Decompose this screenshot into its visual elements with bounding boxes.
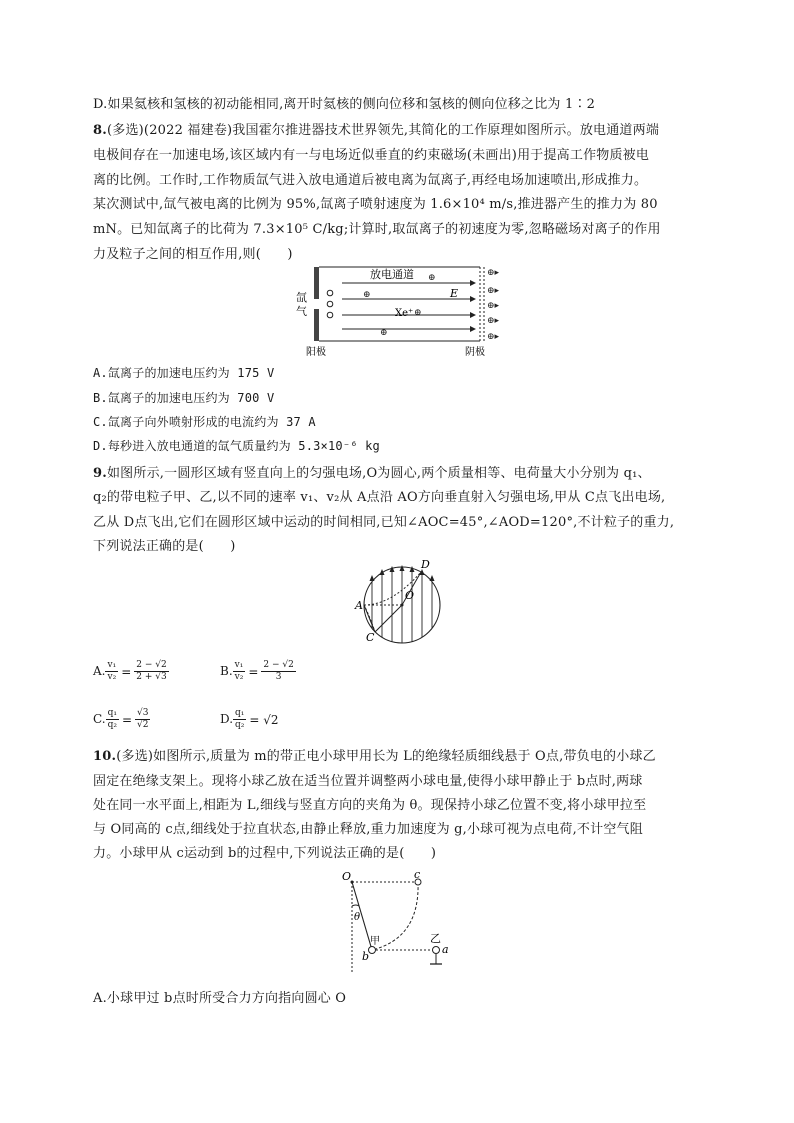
fraction-num: q₁ [235, 708, 245, 718]
q9-line-4: 下列说法正确的是( ) [93, 539, 236, 554]
fraction-den: √2 [137, 720, 149, 730]
q7-option-d: D.如果氦核和氢核的初动能相同,离开时氦核的侧向位移和氢核的侧向位移之比为 1∶2 [93, 97, 596, 112]
cathode-label: 阴极 [465, 347, 485, 358]
q8-line-6: 力及粒子之间的相互作用,则( ) [93, 247, 293, 262]
ball-jia [369, 947, 376, 954]
line-oc [375, 605, 402, 632]
value-fraction [134, 660, 168, 683]
ion-symbol: ⊕▸ [487, 332, 500, 342]
fraction-den: v₂ [234, 672, 244, 682]
ratio-fraction [106, 708, 119, 731]
option-prefix: D. [220, 712, 234, 726]
q9-line-3: 乙从 D点飞出,它们在圆形区域中运动的时间相同,已知∠AOC=45°,∠AOD=120°,不计粒子的重力, [93, 515, 675, 530]
ions-exhausted [487, 268, 500, 342]
ratio-fraction [233, 708, 246, 731]
equals-sign: = √2 [249, 712, 279, 727]
q9-line-1 [93, 465, 651, 482]
option-prefix: A. [93, 664, 106, 678]
q8-stem-1: (多选)(2022 福建卷)我国霍尔推进器技术世界领先,其简化的工作原理如图所示。放电通道两端 [106, 123, 660, 138]
label-theta: θ [354, 912, 361, 923]
q9-circle-figure [352, 557, 462, 657]
equals-sign: = [121, 712, 133, 727]
q8-line-4: 某次测试中,氙气被电离的比例为 95%,氙离子喷射速度为 1.6×10⁴ m/s,推进器产生的推力为 80 [93, 197, 658, 212]
q8-option-d: D.每秒进入放电通道的氙气质量约为 5.3×10⁻⁶ kg [93, 439, 380, 453]
q8-line-3: 离的比例。工作时,工作物质氙气进入放电通道后被电离为氙离子,再经电场加速喷出,形成推力。 [93, 173, 648, 188]
ratio-fraction [233, 660, 246, 683]
q10-pendulum-figure [340, 868, 480, 978]
q8-number: 8. [93, 123, 107, 138]
gas-label-bottom: 气 [296, 305, 307, 318]
ion-symbol: ⊕▸ [487, 286, 500, 296]
q9-option-a [93, 660, 169, 683]
center-point [401, 604, 404, 607]
q10-line-5: 力。小球甲从 c运动到 b的过程中,下列说法正确的是( ) [93, 846, 437, 861]
label-d: D [421, 558, 430, 571]
option-prefix: B. [220, 664, 233, 678]
label-c: c [414, 868, 421, 881]
q10-line-4: 与 O同高的 c点,细线处于拉直状态,由静止释放,重力加速度为 g,小球可视为点电荷,不计空气阻 [93, 822, 643, 837]
q10-line-1 [93, 748, 656, 765]
fraction-num: v₁ [107, 660, 117, 670]
ratio-fraction [105, 660, 118, 683]
q8-option-b: B.氙离子的加速电压约为 700 V [93, 391, 275, 405]
fraction-den: q₂ [235, 720, 245, 730]
neutral-atom [327, 301, 333, 307]
fraction-den: 3 [275, 672, 282, 682]
q9-option-c [93, 708, 150, 731]
option-prefix: C. [93, 712, 106, 726]
ion-symbol: ⊕ [363, 290, 371, 300]
ion-symbol: ⊕▸ [487, 316, 500, 326]
value-fraction [135, 708, 150, 731]
ion-symbol: ⊕ [380, 328, 388, 338]
q9-option-b [220, 660, 296, 683]
q10-number: 10. [93, 749, 117, 764]
q9-number: 9. [93, 466, 107, 481]
fraction-num: 2 − √2 [263, 660, 294, 670]
label-a: A [355, 599, 363, 612]
ion-symbol: ⊕▸ [487, 301, 500, 311]
label-o: O [342, 870, 352, 883]
q9-line-2: q₂的带电粒子甲、乙,以不同的速率 v₁、v₂从 A点沿 AO方向垂直射入匀强电场,甲从 C点飞出电场, [93, 490, 666, 505]
q10-option-a: A.小球甲过 b点时所受合力方向指向圆心 O [93, 991, 347, 1006]
label-yi: 乙 [430, 932, 441, 945]
q10-line-3: 处在同一水平面上,相距为 L,细线与竖直方向的夹角为 θ。现保持小球乙位置不变,将小球甲拉至 [93, 798, 647, 813]
field-label: E [450, 287, 459, 300]
equals-sign: = [121, 664, 132, 679]
ion-label: Xe⁺ [395, 308, 414, 319]
label-b: b [362, 950, 370, 963]
q8-line-5: mN。已知氙离子的比荷为 7.3×10⁵ C/kg;计算时,取氙离子的初速度为零,忽略磁场对离子的作用 [93, 222, 661, 237]
anode-label: 阳极 [306, 347, 326, 358]
q10-line-2: 固定在绝缘支架上。现将小球乙放在适当位置并调整两小球电量,使得小球甲静止于 b点时,两球 [93, 774, 643, 789]
channel-label: 放电通道 [370, 268, 414, 281]
fraction-den: q₂ [107, 720, 117, 730]
fraction-num: q₁ [107, 708, 117, 718]
anode-plate-bottom [314, 309, 319, 341]
label-a: a [442, 943, 449, 956]
q8-line-1 [93, 122, 659, 139]
fraction-num: 2 − √2 [136, 660, 167, 670]
ion-symbol: ⊕ [428, 273, 436, 283]
ion-symbol: ⊕▸ [487, 268, 500, 278]
q8-thruster-figure [290, 263, 520, 358]
equals-sign: = [248, 664, 259, 679]
fraction-num: v₁ [234, 660, 244, 670]
q8-option-c: C.氙离子向外喷射形成的电流约为 37 A [93, 415, 316, 429]
q9-stem-1: 如图所示,一圆形区域有竖直向上的匀强电场,O为圆心,两个质量相等、电荷量大小分别为 q₁、 [106, 466, 651, 481]
field-arrowheads [470, 280, 476, 332]
gas-label-top: 氙 [296, 291, 307, 304]
q10-stem-1: (多选)如图所示,质量为 m的带正电小球甲用长为 L的绝缘轻质细线悬于 O点,带负电的小球乙 [116, 749, 656, 764]
neutral-atom [327, 312, 333, 318]
fraction-den: v₂ [107, 672, 117, 682]
ball-yi [433, 947, 440, 954]
label-o: O [405, 589, 415, 602]
fraction-den: 2 + √3 [136, 672, 167, 682]
q8-option-a: A.氙离子的加速电压约为 175 V [93, 366, 275, 380]
q9-option-d [220, 708, 282, 731]
q8-line-2: 电极间存在一加速电场,该区域内有一与电场近似垂直的约束磁场(未画出)用于提高工作物质被电 [93, 148, 650, 163]
ion-symbol: ⊕ [414, 308, 422, 318]
neutral-atom [327, 290, 333, 296]
label-jia: 甲 [370, 936, 380, 947]
label-c: C [366, 631, 375, 644]
value-fraction [261, 660, 295, 683]
angle-arc [352, 905, 359, 906]
line-ac [364, 605, 375, 632]
anode-plate-top [314, 267, 319, 299]
fraction-num: √3 [137, 708, 149, 718]
